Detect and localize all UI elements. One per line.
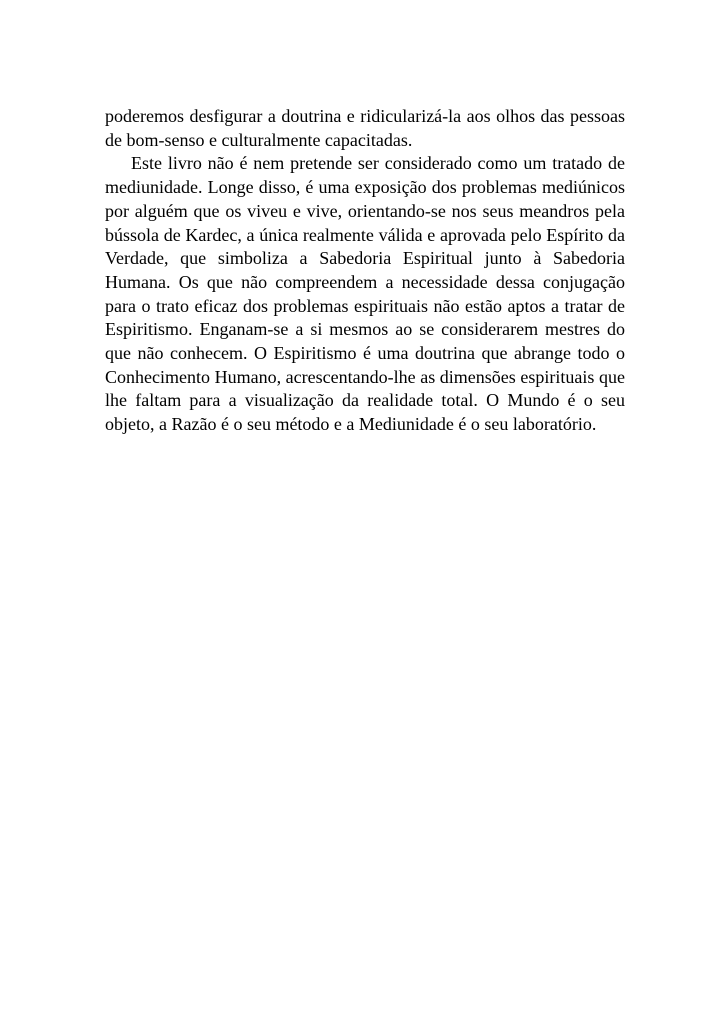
- paragraph-continuation: poderemos desfigurar a doutrina e ridicularizá-la aos olhos das pessoas de bom-senso e culturalmente capacitadas.: [105, 106, 625, 150]
- paragraph: Este livro não é nem pretende ser considerado como um tratado de mediunidade. Longe disso, é uma exposição dos problemas mediúnicos por alguém que os viveu e vive, orientando-se nos seus meandros pela bússola de Kardec, a única realmente válida e aprovada pelo Espírito da Verdade, que simboliza a Sabedoria Espiritual junto à Sabedoria Humana. Os que não compreendem a necessidade dessa conjugação para o trato eficaz dos problemas espirituais não estão aptos a tratar de Espiritismo. Enganam-se a si mesmos ao se considerarem mestres do que não conhecem. O Espiritismo é uma doutrina que abrange todo o Conhecimento Humano, acrescentando-lhe as dimensões espirituais que lhe faltam para a visualização da realidade total. O Mundo é o seu objeto, a Razão é o seu método e a Mediunidade é o seu laboratório.: [105, 153, 625, 435]
- body-text: [105, 105, 625, 437]
